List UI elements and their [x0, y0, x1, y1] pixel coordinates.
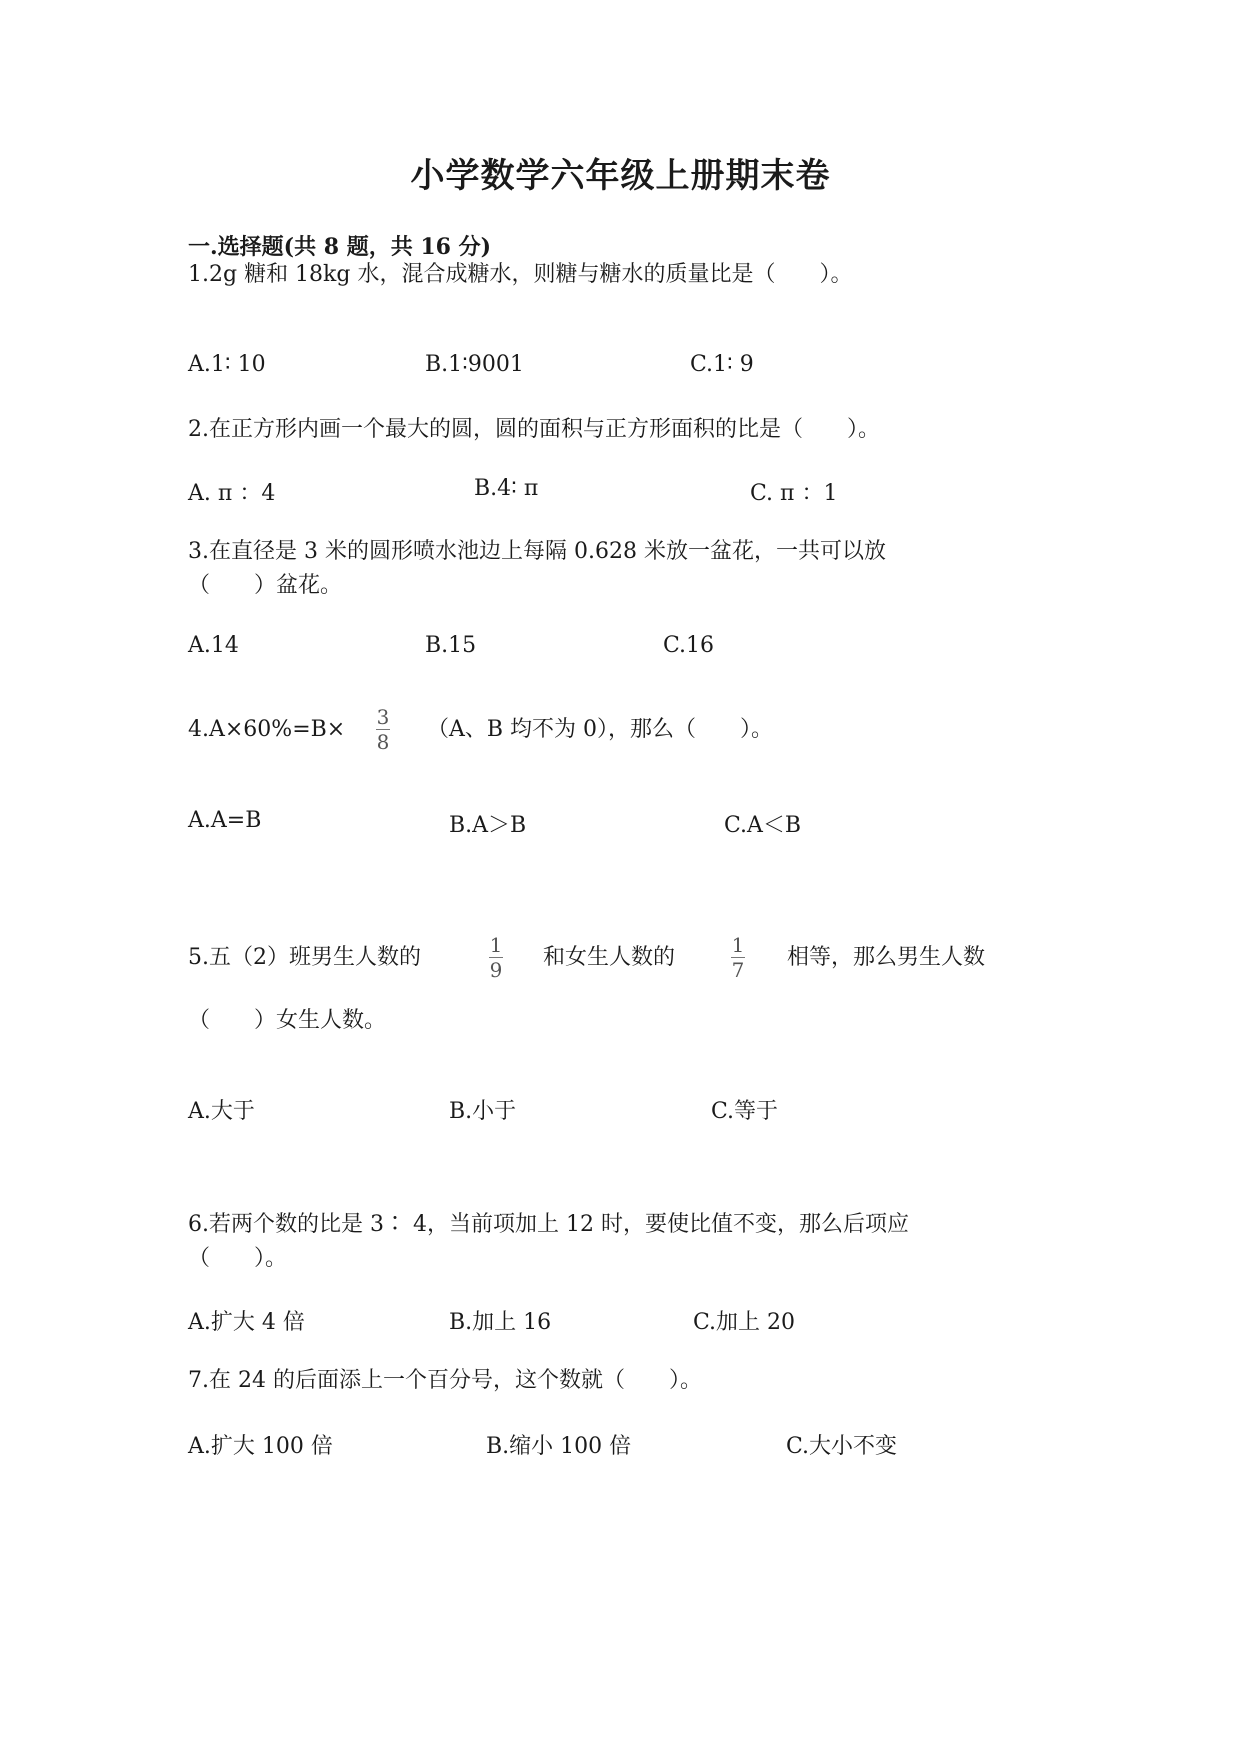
question-4-fraction [376, 706, 390, 753]
question-5-option-c: C.等于 [711, 1099, 779, 1124]
question-5-fraction-2 [731, 934, 745, 981]
question-7-option-a: A.扩大 100 倍 [188, 1434, 333, 1459]
question-1-option-a: A.1∶ 10 [188, 352, 266, 377]
question-4-option-b: B.A＞B [449, 813, 527, 838]
question-3-line-2: （ ）盆花。 [188, 573, 343, 598]
question-7-option-c: C.大小不变 [786, 1434, 898, 1459]
question-2-option-c: C. π ：1 [750, 481, 838, 506]
question-4-option-a: A.A=B [188, 808, 262, 833]
question-3-option-a: A.14 [188, 633, 239, 658]
question-5-part-1: 5.五（2）班男生人数的 [188, 945, 421, 970]
question-1: 1.2g 糖和 18kg 水，混合成糖水，则糖与糖水的质量比是（ ）。 [188, 262, 853, 287]
fraction-numerator: 1 [731, 933, 745, 957]
question-4-option-c: C.A＜B [724, 813, 802, 838]
question-3-option-c: C.16 [663, 633, 715, 658]
page-title: 小学数学六年级上册期末卷 [410, 156, 831, 196]
question-3-line-1: 3.在直径是 3 米的圆形喷水池边上每隔 0.628 米放一盆花，一共可以放 [188, 539, 886, 564]
question-3-option-b: B.15 [425, 633, 477, 658]
question-6-line-1: 6.若两个数的比是 3∶ 4，当前项加上 12 时，要使比值不变，那么后项应 [188, 1212, 909, 1237]
question-5-part-2: 和女生人数的 [543, 945, 676, 970]
question-2-option-a: A. π ：4 [188, 481, 276, 506]
question-7-option-b: B.缩小 100 倍 [486, 1434, 632, 1459]
fraction-denominator: 9 [489, 958, 503, 982]
question-6-option-c: C.加上 20 [693, 1310, 796, 1335]
question-2: 2.在正方形内画一个最大的圆，圆的面积与正方形面积的比是（ ）。 [188, 417, 880, 442]
question-4-prefix: 4.A×60%=B× [188, 717, 346, 742]
fraction-denominator: 8 [376, 730, 390, 754]
question-5-option-b: B.小于 [449, 1099, 517, 1124]
question-6-option-b: B.加上 16 [449, 1310, 552, 1335]
question-6-option-a: A.扩大 4 倍 [188, 1310, 305, 1335]
question-4-suffix: （A、B 均不为 0），那么（ ）。 [427, 717, 774, 742]
question-5-option-a: A.大于 [188, 1099, 255, 1124]
question-5-part-3: 相等，那么男生人数 [787, 945, 986, 970]
question-5-fraction-1 [489, 934, 503, 981]
question-1-option-b: B.1∶9001 [425, 352, 524, 377]
section-heading: 一.选择题(共 8 题，共 16 分) [188, 234, 492, 260]
question-1-option-c: C.1∶ 9 [690, 352, 754, 377]
question-6-line-2: （ ）。 [188, 1246, 288, 1271]
question-7: 7.在 24 的后面添上一个百分号，这个数就（ ）。 [188, 1368, 702, 1393]
fraction-numerator: 3 [376, 705, 390, 729]
question-5-line-2: （ ）女生人数。 [188, 1008, 387, 1033]
fraction-denominator: 7 [731, 958, 745, 982]
fraction-numerator: 1 [489, 933, 503, 957]
question-2-option-b: B.4∶ π [474, 476, 539, 501]
